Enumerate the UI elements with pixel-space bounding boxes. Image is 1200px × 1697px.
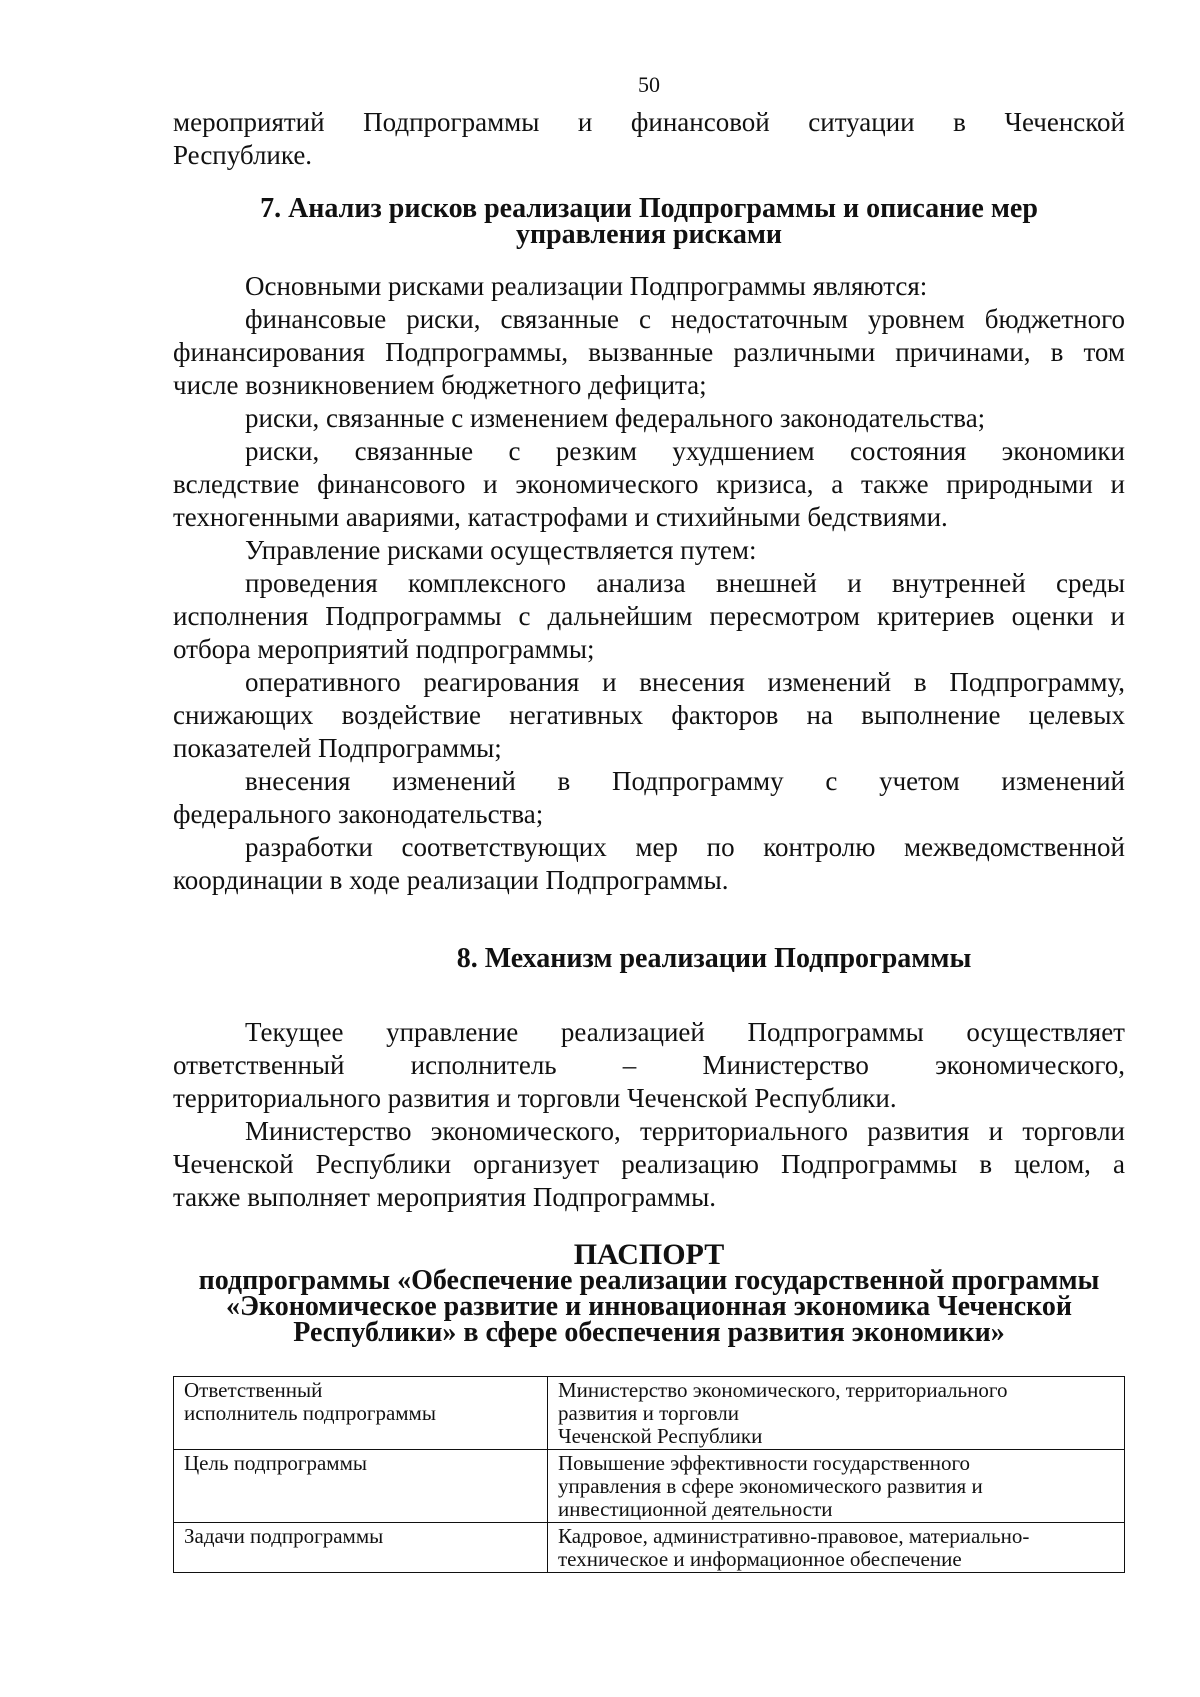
section-7-body (173, 270, 1125, 897)
text-line: координации в ходе реализации Подпрограммы. (173, 865, 729, 895)
table-cell-value: Повышение эффективности государственного управления в сфере экономического развития и инвестиционной деятельности (548, 1450, 1125, 1523)
text-line: Текущее управление реализацией Подпрограммы осуществляет (245, 1017, 1125, 1047)
text-line: Чеченской Республики организует реализацию Подпрограммы в целом, а (173, 1149, 1125, 1179)
text-line: федерального законодательства; (173, 799, 544, 829)
text-line: риски, связанные с изменением федерального законодательства; (245, 403, 986, 433)
table-cell-value: Министерство экономического, территориального развития и торговли Чеченской Республики (548, 1377, 1125, 1450)
text-line: Республике. (173, 140, 313, 170)
table-row (174, 1377, 1125, 1450)
text-line: финансирования Подпрограммы, вызванные различными причинами, в том (173, 337, 1125, 367)
text-line: ответственный исполнитель – Министерство экономического, (173, 1050, 1125, 1080)
text-line: разработки соответствующих мер по контролю межведомственной (245, 832, 1125, 862)
text-line: числе возникновением бюджетного дефицита; (173, 370, 707, 400)
table-cell-label: Ответственный исполнитель подпрограммы (174, 1377, 548, 1450)
text-line: также выполняет мероприятия Подпрограммы. (173, 1182, 716, 1212)
passport-subtitle: подпрограммы «Обеспечение реализации государственной программы «Экономическое развитие и инновационная экономика Чеченской Республики» в сфере обеспечения развития экономики» (198, 1265, 1100, 1348)
text-line: оперативного реагирования и внесения изменений в Подпрограмму, (245, 667, 1125, 697)
text-line: внесения изменений в Подпрограмму с учетом изменений (245, 766, 1125, 796)
section-7-title: 7. Анализ рисков реализации Подпрограммы и описание мер управления рисками (260, 193, 1038, 250)
passport-title: ПАСПОРТ (573, 1238, 725, 1271)
text-line: вследствие финансового и экономического кризиса, а также природными и (173, 469, 1125, 499)
text-line: снижающих воздействие негативных факторов на выполнение целевых (173, 700, 1125, 730)
intro-paragraph (173, 106, 1125, 172)
text-line: риски, связанные с резким ухудшением состояния экономики (245, 436, 1125, 466)
text-line: финансовые риски, связанные с недостаточным уровнем бюджетного (245, 304, 1125, 334)
text-line: Управление рисками осуществляется путем: (245, 535, 757, 565)
text-line: Основными рисками реализации Подпрограммы являются: (245, 271, 928, 301)
table-row (174, 1450, 1125, 1523)
table-cell-label: Задачи подпрограммы (174, 1523, 548, 1573)
text-line: территориального развития и торговли Чеченской Республики. (173, 1083, 897, 1113)
text-line: мероприятий Подпрограммы и финансовой ситуации в Чеченской (173, 107, 1125, 137)
text-line: исполнения Подпрограммы с дальнейшим пересмотром критериев оценки и (173, 601, 1125, 631)
table-row (174, 1523, 1125, 1573)
page-number: 50 (638, 72, 660, 97)
section-8-body (173, 1016, 1125, 1214)
text-line: проведения комплексного анализа внешней и внутренней среды (245, 568, 1125, 598)
text-line: показателей Подпрограммы; (173, 733, 502, 763)
section-8-title: 8. Механизм реализации Подпрограммы (456, 943, 972, 974)
text-line: Министерство экономического, территориального развития и торговли (245, 1116, 1125, 1146)
text-line: отбора мероприятий подпрограммы; (173, 634, 595, 664)
passport-table (173, 1376, 1125, 1573)
table-cell-label: Цель подпрограммы (174, 1450, 548, 1523)
table-cell-value: Кадровое, административно-правовое, материально- техническое и информационное обеспечение (548, 1523, 1125, 1573)
text-line: техногенными авариями, катастрофами и стихийными бедствиями. (173, 502, 948, 532)
